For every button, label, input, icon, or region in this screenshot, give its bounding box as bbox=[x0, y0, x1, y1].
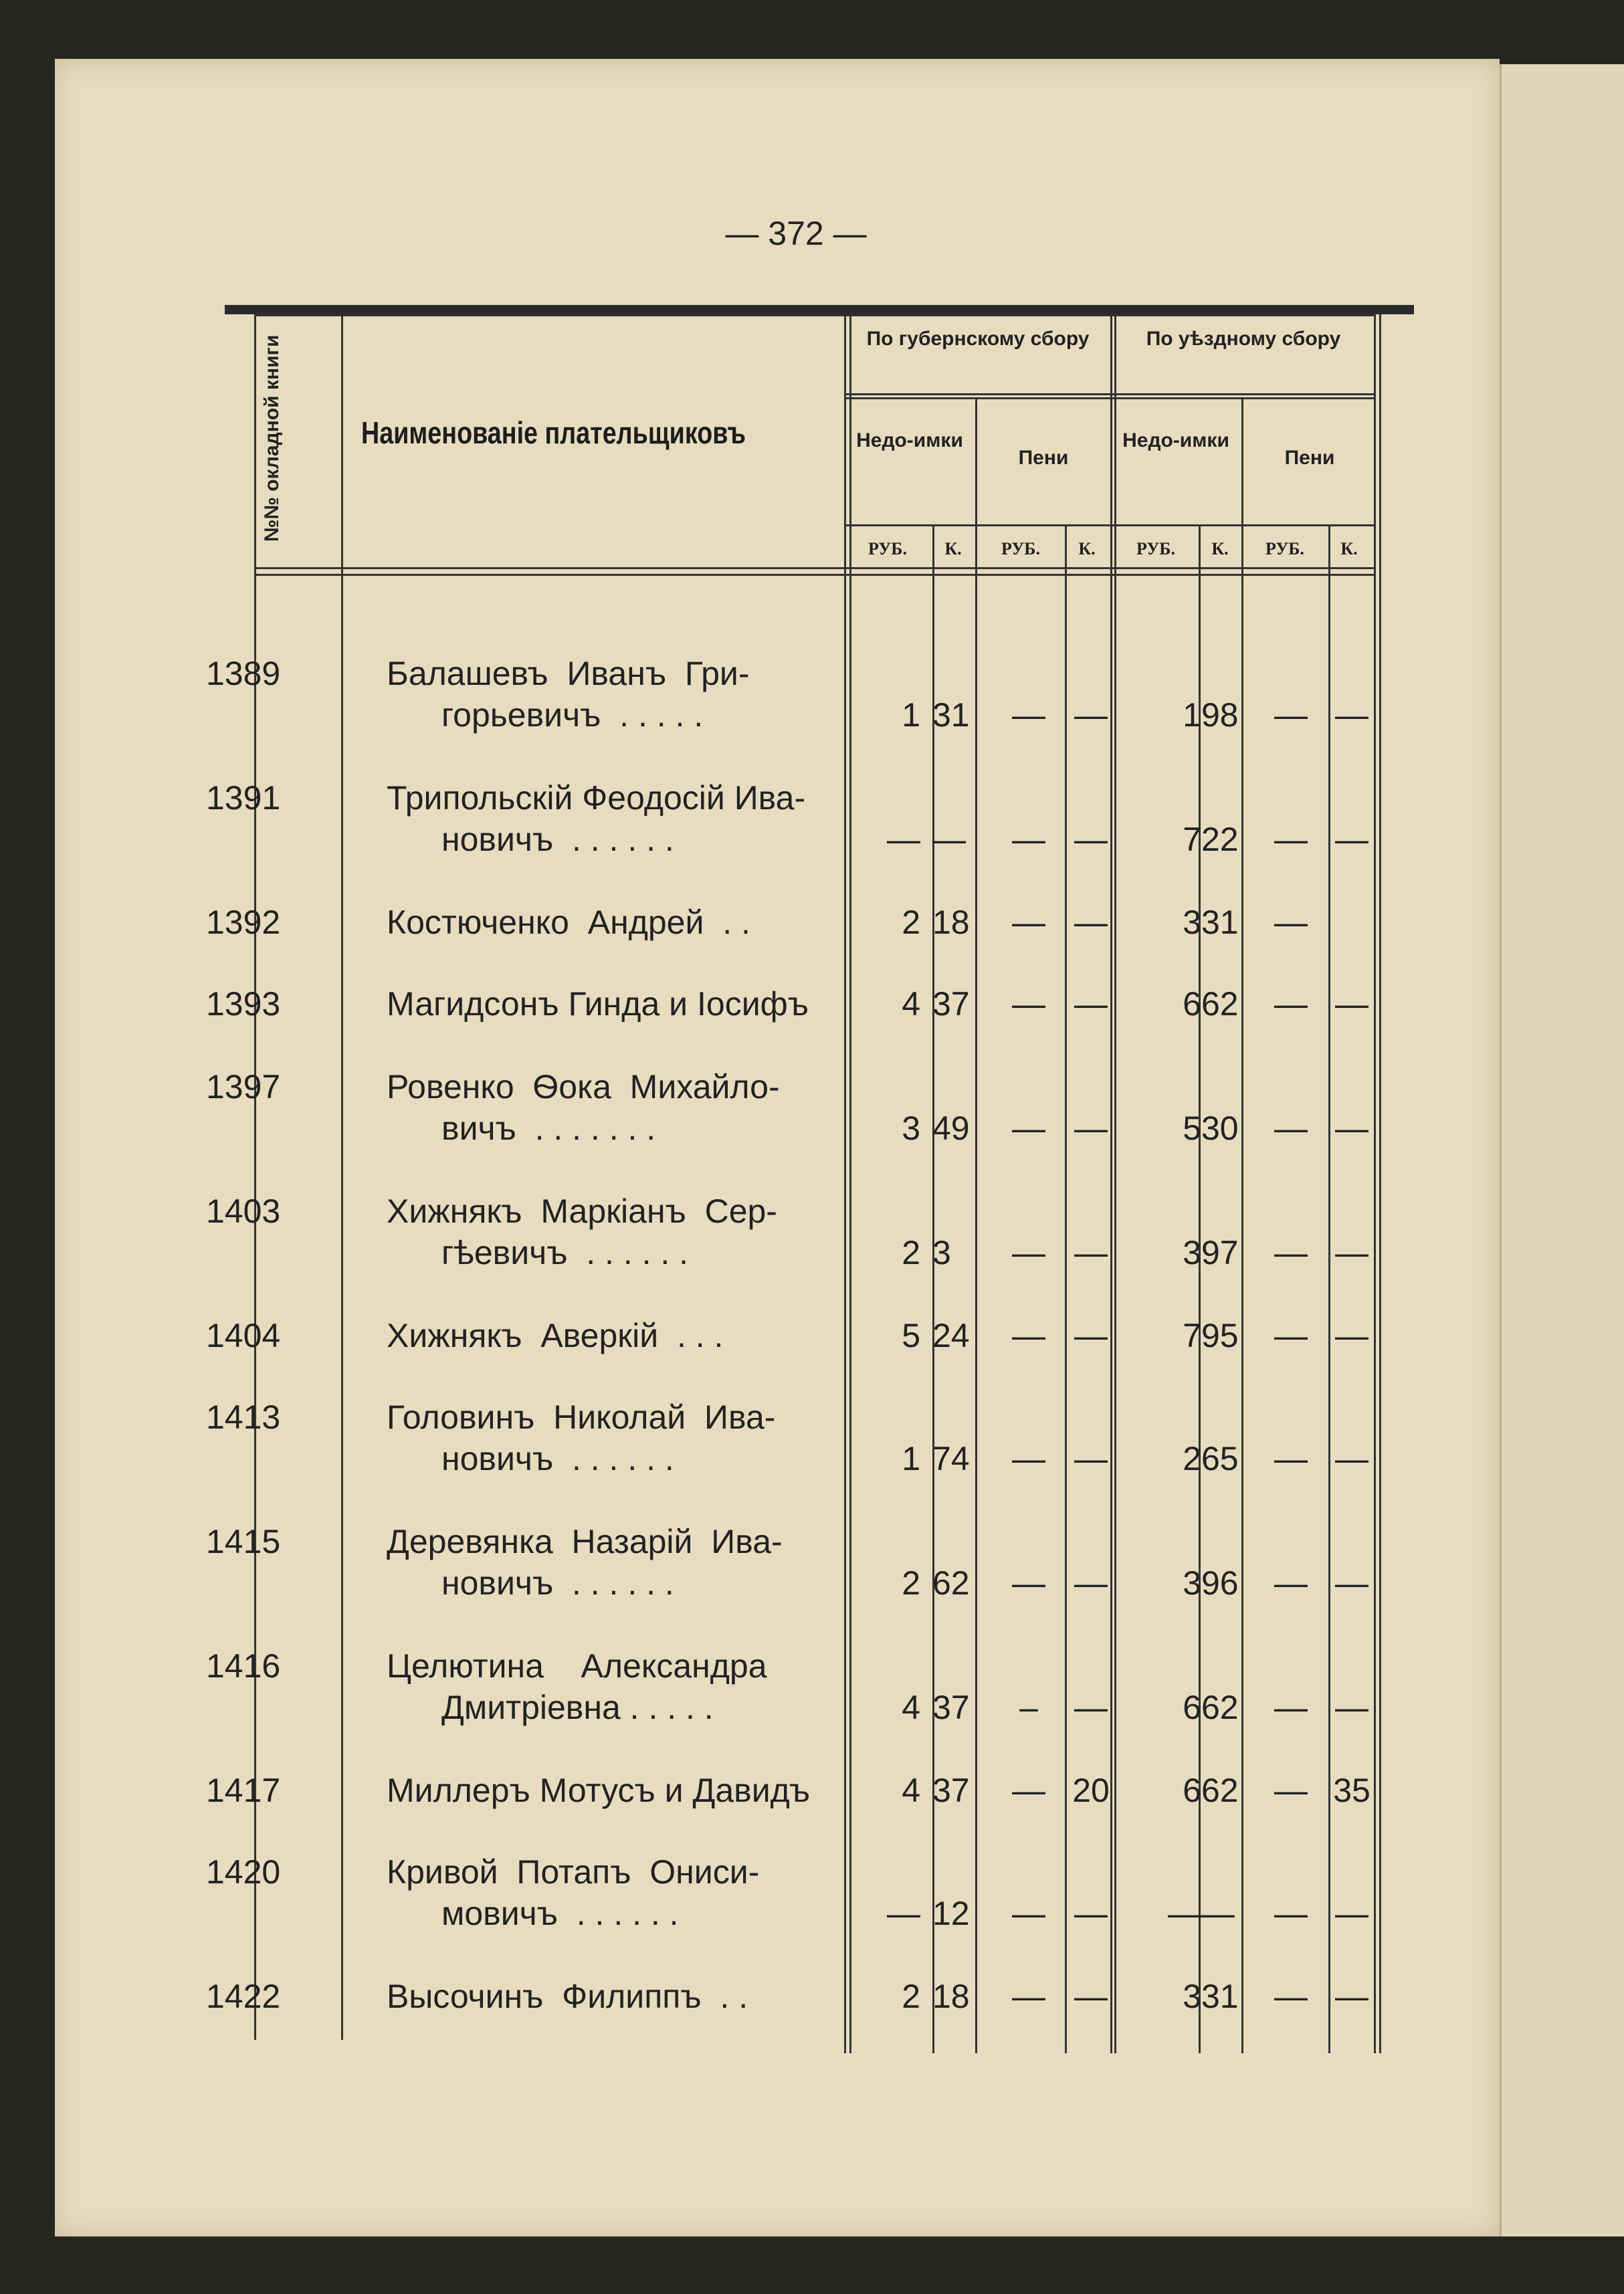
uezd-nedoimki-kop: 97 bbox=[1201, 1234, 1239, 1271]
rule bbox=[254, 314, 1374, 316]
uezd-nedoimki-rub: 3 bbox=[1183, 1234, 1201, 1271]
rule bbox=[844, 393, 1374, 395]
gubern-peni-rub: — bbox=[1012, 696, 1045, 734]
uezd-nedoimki-rub: 1 bbox=[1183, 696, 1201, 734]
uezd-nedoimki-rub: 3 bbox=[1183, 1978, 1201, 2015]
book-number: 1413 bbox=[206, 1398, 281, 1436]
uezd-peni-rub: — bbox=[1274, 696, 1308, 734]
uezd-peni-rub: — bbox=[1274, 821, 1308, 858]
payer-name-line2: горьевичъ . . . . . bbox=[441, 696, 704, 734]
gubern-peni-kop: — bbox=[1074, 1317, 1108, 1354]
uezd-nedoimki-rub: 6 bbox=[1183, 985, 1201, 1023]
gubern-nedoimki-kop: 74 bbox=[932, 1440, 970, 1477]
payer-name-line2: гѣевичъ . . . . . . bbox=[441, 1234, 689, 1271]
unit-kop-2: К. bbox=[1078, 539, 1096, 558]
gubern-peni-rub: — bbox=[1012, 1564, 1045, 1602]
gubern-nedoimki-rub: — bbox=[887, 821, 920, 858]
gubern-nedoimki-kop: 18 bbox=[932, 904, 970, 941]
payer-name-line1: Хижнякъ Маркіанъ Сер- bbox=[387, 1192, 777, 1230]
uezd-peni-rub: — bbox=[1274, 1895, 1308, 1932]
gubern-nedoimki-rub: 3 bbox=[902, 1110, 920, 1147]
gubern-nedoimki-rub: 4 bbox=[902, 1772, 920, 1809]
uezd-header-label: По уѣздному сбору bbox=[1146, 328, 1341, 350]
gubern-nedoimki-kop: 3 bbox=[932, 1234, 951, 1271]
uezd-peni-kop: — bbox=[1335, 1110, 1368, 1147]
book-number: 1415 bbox=[206, 1523, 281, 1560]
rule bbox=[844, 397, 1374, 399]
rule bbox=[254, 574, 1374, 576]
gubern-peni-rub: — bbox=[1012, 1234, 1045, 1271]
unit-kop-3: К. bbox=[1211, 539, 1229, 558]
gubern-peni-kop: — bbox=[1074, 904, 1108, 941]
payer-name-line1: Кривой Потапъ Ониси- bbox=[387, 1853, 760, 1891]
payer-name-line1: Целютина Александра bbox=[387, 1647, 767, 1685]
rule bbox=[1374, 314, 1376, 2053]
payer-name-line1: Головинъ Николай Ива- bbox=[387, 1398, 776, 1436]
uezd-peni-rub: — bbox=[1274, 1234, 1308, 1271]
uezd-nedoimki-rub: 5 bbox=[1183, 1110, 1201, 1147]
gubern-nedoimki-kop: 37 bbox=[932, 1772, 970, 1809]
uezd-peni-kop: — bbox=[1335, 1440, 1368, 1477]
gubern-nedoimki-kop: 49 bbox=[932, 1110, 970, 1147]
payer-name-line2: Дмитріевна . . . . . bbox=[441, 1689, 714, 1726]
uezd-nedoimki-kop: 31 bbox=[1201, 904, 1239, 941]
gubern-peni-rub: – bbox=[1019, 1689, 1038, 1726]
gubern-header-label: По губернскому сбору bbox=[866, 328, 1090, 350]
uezd-nedoimki-rub: 3 bbox=[1183, 1564, 1201, 1602]
gubern-nedoimki-kop: 24 bbox=[932, 1317, 970, 1354]
payer-name-line1: Деревянка Назарій Ива- bbox=[387, 1523, 783, 1560]
rule bbox=[1241, 397, 1243, 2053]
gubern-peni-header: Пени bbox=[1018, 447, 1069, 469]
uezd-header bbox=[1113, 326, 1374, 352]
payer-name-line1: Ровенко Ѳока Михайло- bbox=[387, 1068, 780, 1106]
gubern-header bbox=[844, 326, 1112, 352]
table-top-rule bbox=[225, 305, 1414, 314]
gubern-nedoimki-kop: 31 bbox=[932, 696, 970, 734]
uezd-peni-kop: — bbox=[1335, 696, 1368, 734]
unit-kop-1: К. bbox=[944, 539, 962, 558]
gubern-peni-kop: — bbox=[1074, 1895, 1108, 1932]
uezd-peni-rub: — bbox=[1274, 1689, 1308, 1726]
payer-name-line2: мовичъ . . . . . . bbox=[441, 1895, 679, 1932]
gubern-nedoimki-kop: 18 bbox=[932, 1978, 970, 2015]
gubern-nedoimki-header: Недо-имки bbox=[856, 429, 963, 451]
gubern-peni-kop: — bbox=[1074, 1440, 1108, 1477]
gubern-nedoimki-rub: 5 bbox=[902, 1317, 920, 1354]
book-number: 1417 bbox=[206, 1772, 281, 1809]
payer-name-line1: Костюченко Андрей . . bbox=[387, 904, 750, 941]
gubern-peni-rub: — bbox=[1012, 1317, 1045, 1354]
book-number-header bbox=[242, 334, 363, 542]
uezd-peni-rub: — bbox=[1274, 985, 1308, 1023]
gubern-peni-kop: — bbox=[1074, 821, 1108, 858]
gubern-peni-rub: — bbox=[1012, 1440, 1045, 1477]
uezd-peni-kop: — bbox=[1335, 821, 1368, 858]
payer-name-line1: Трипольскій Феодосій Ива- bbox=[387, 779, 806, 817]
gubern-nedoimki-rub: 2 bbox=[902, 1978, 920, 2015]
payer-name-line2: новичъ . . . . . . bbox=[441, 821, 674, 858]
uezd-nedoimki-rub: 2 bbox=[1183, 1440, 1201, 1477]
gubern-peni-kop: — bbox=[1074, 696, 1108, 734]
uezd-peni-rub: — bbox=[1274, 1440, 1308, 1477]
uezd-nedoimki-kop: 98 bbox=[1201, 696, 1239, 734]
uezd-peni-kop: 35 bbox=[1333, 1772, 1371, 1809]
gubern-peni-kop: — bbox=[1074, 1234, 1108, 1271]
uezd-peni-kop: — bbox=[1335, 1564, 1368, 1602]
book-number: 1404 bbox=[206, 1317, 281, 1354]
rule bbox=[1379, 314, 1381, 2053]
unit-rub-2: РУБ. bbox=[1001, 539, 1040, 558]
book-number-header-label: №№ окладной книги bbox=[261, 334, 283, 542]
uezd-peni-kop: — bbox=[1335, 1895, 1368, 1932]
uezd-nedoimki-rub: 7 bbox=[1183, 1317, 1201, 1354]
uezd-nedoimki-rub: 6 bbox=[1183, 1772, 1201, 1809]
uezd-nedoimki-kop: 96 bbox=[1201, 1564, 1239, 1602]
uezd-nedoimki-rub: 7 bbox=[1183, 821, 1201, 858]
uezd-nedoimki-kop: 31 bbox=[1201, 1978, 1239, 2015]
facing-page-edge bbox=[1500, 64, 1624, 2236]
gubern-nedoimki-rub: 2 bbox=[902, 904, 920, 941]
uezd-peni-rub: — bbox=[1274, 1564, 1308, 1602]
uezd-nedoimki-kop: 30 bbox=[1201, 1110, 1239, 1147]
gubern-peni-kop: — bbox=[1074, 1978, 1108, 2015]
uezd-peni-rub: — bbox=[1274, 1317, 1308, 1354]
gubern-nedoimki-kop: 62 bbox=[932, 1564, 970, 1602]
gubern-peni-kop: — bbox=[1074, 1689, 1108, 1726]
payer-name-line1: Миллеръ Мотусъ и Давидъ bbox=[387, 1772, 810, 1809]
gubern-peni-rub: — bbox=[1012, 1978, 1045, 2015]
gubern-nedoimki-rub: 2 bbox=[902, 1564, 920, 1602]
uezd-nedoimki-kop: 95 bbox=[1201, 1317, 1239, 1354]
unit-rub-4: РУБ. bbox=[1265, 539, 1304, 558]
unit-kop-4: К. bbox=[1340, 539, 1358, 558]
book-number: 1392 bbox=[206, 904, 281, 941]
gubern-nedoimki-kop: 37 bbox=[932, 985, 970, 1023]
uezd-peni-kop: — bbox=[1335, 1317, 1368, 1354]
uezd-nedoimki-kop: 65 bbox=[1201, 1440, 1239, 1477]
book-number: 1403 bbox=[206, 1192, 281, 1230]
uezd-nedoimki-header: Недо-имки bbox=[1122, 429, 1229, 451]
uezd-peni-kop: — bbox=[1335, 1234, 1368, 1271]
gubern-peni-kop: — bbox=[1074, 985, 1108, 1023]
uezd-nedoimki-kop: — bbox=[1201, 1895, 1235, 1932]
payer-name-line2: вичъ . . . . . . . bbox=[441, 1110, 656, 1147]
unit-rub-3: РУБ. bbox=[1136, 539, 1175, 558]
rule bbox=[1065, 524, 1067, 2053]
uezd-peni-header: Пени bbox=[1284, 447, 1335, 469]
payer-name-line1: Балашевъ Иванъ Гри- bbox=[387, 655, 750, 692]
book-number: 1397 bbox=[206, 1068, 281, 1106]
uezd-peni-kop: — bbox=[1335, 1978, 1368, 2015]
rule bbox=[1199, 524, 1201, 2053]
book-number: 1393 bbox=[206, 985, 281, 1023]
gubern-nedoimki-rub: 1 bbox=[902, 1440, 920, 1477]
uezd-peni-kop: — bbox=[1335, 985, 1368, 1023]
gubern-peni-rub: — bbox=[1012, 1772, 1045, 1809]
gubern-peni-kop: 20 bbox=[1072, 1772, 1110, 1809]
gubern-peni-rub: — bbox=[1012, 985, 1045, 1023]
book-number: 1420 bbox=[206, 1853, 281, 1891]
uezd-nedoimki-kop: 62 bbox=[1201, 985, 1239, 1023]
payer-name-line1: Хижнякъ Аверкій . . . bbox=[387, 1317, 724, 1354]
page-number: — 372 — bbox=[725, 215, 867, 252]
gubern-peni-rub: — bbox=[1012, 904, 1045, 941]
payer-name-line1: Высочинъ Филиппъ . . bbox=[387, 1978, 748, 2015]
uezd-nedoimki-kop: 62 bbox=[1201, 1772, 1239, 1809]
uezd-nedoimki-kop: 22 bbox=[1201, 821, 1239, 858]
rule bbox=[844, 524, 1374, 526]
gubern-nedoimki-kop: 37 bbox=[932, 1689, 970, 1726]
gubern-peni-kop: — bbox=[1074, 1110, 1108, 1147]
gubern-nedoimki-rub: 4 bbox=[902, 985, 920, 1023]
book-number: 1422 bbox=[206, 1978, 281, 2015]
uezd-nedoimki-rub: 6 bbox=[1183, 1689, 1201, 1726]
uezd-nedoimki-rub: 3 bbox=[1183, 904, 1201, 941]
gubern-nedoimki-rub: 2 bbox=[902, 1234, 920, 1271]
gubern-nedoimki-rub: — bbox=[887, 1895, 920, 1932]
gubern-peni-rub: — bbox=[1012, 1895, 1045, 1932]
payer-name-line1: Магидсонъ Гинда и Іосифъ bbox=[387, 985, 809, 1023]
uezd-nedoimki-kop: 62 bbox=[1201, 1689, 1239, 1726]
book-number: 1416 bbox=[206, 1647, 281, 1685]
uezd-nedoimki-rub: — bbox=[1168, 1895, 1201, 1932]
book-number: 1389 bbox=[206, 655, 281, 692]
uezd-peni-rub: — bbox=[1274, 904, 1308, 941]
gubern-nedoimki-kop: 12 bbox=[932, 1895, 970, 1932]
payer-name-line2: новичъ . . . . . . bbox=[441, 1440, 674, 1477]
rule bbox=[254, 567, 1374, 569]
uezd-peni-rub: — bbox=[1274, 1772, 1308, 1809]
payer-name-line2: новичъ . . . . . . bbox=[441, 1564, 674, 1602]
gubern-peni-rub: — bbox=[1012, 1110, 1045, 1147]
rule bbox=[1328, 524, 1330, 2053]
rule bbox=[975, 397, 977, 2053]
rule bbox=[932, 524, 934, 2053]
gubern-nedoimki-kop: — bbox=[932, 821, 966, 858]
gubern-peni-rub: — bbox=[1012, 821, 1045, 858]
gubern-nedoimki-rub: 4 bbox=[902, 1689, 920, 1726]
payer-name-header: Наименованіе плательщиковъ bbox=[361, 415, 746, 450]
uezd-peni-kop: — bbox=[1335, 1689, 1368, 1726]
gubern-peni-kop: — bbox=[1074, 1564, 1108, 1602]
book-number: 1391 bbox=[206, 779, 281, 817]
unit-rub-1: РУБ. bbox=[868, 539, 907, 558]
uezd-peni-rub: — bbox=[1274, 1978, 1308, 2015]
uezd-peni-rub: — bbox=[1274, 1110, 1308, 1147]
gubern-nedoimki-rub: 1 bbox=[902, 696, 920, 734]
